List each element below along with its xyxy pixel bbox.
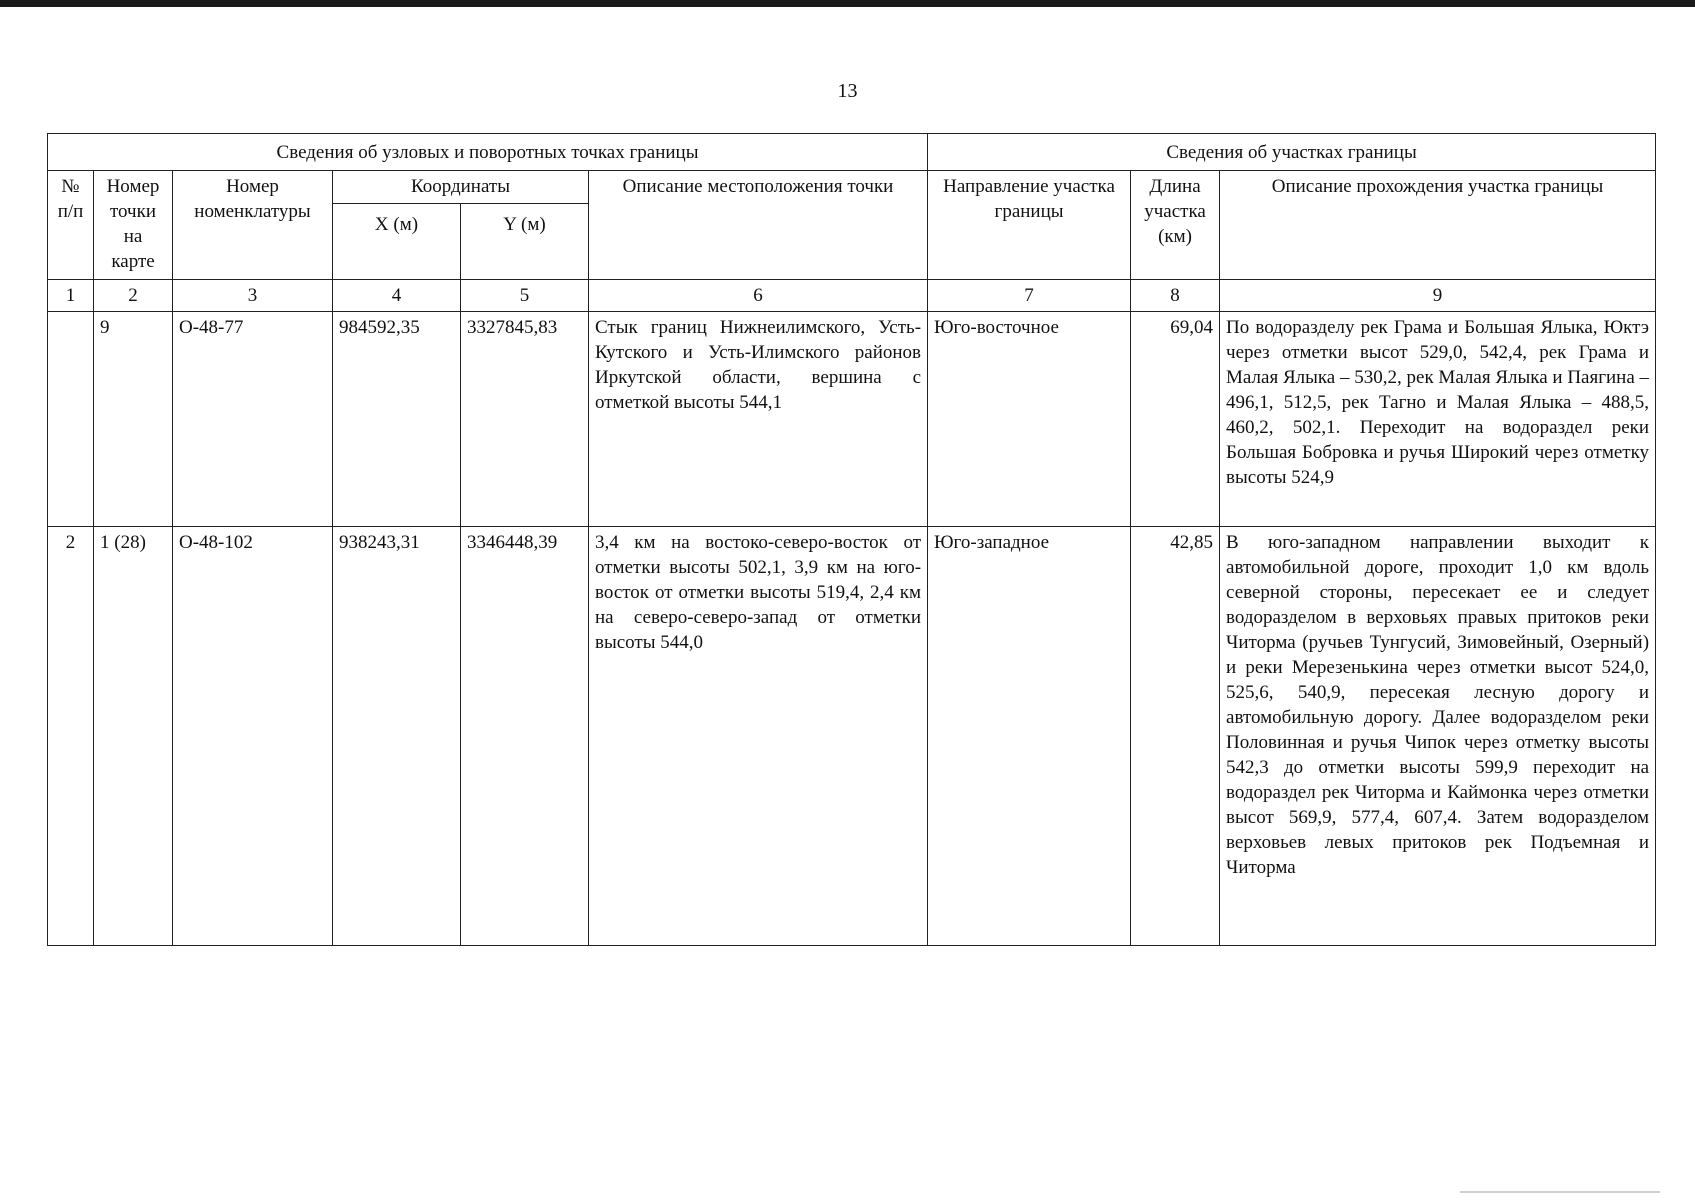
page-number: 13 — [837, 80, 858, 102]
column-number: 7 — [928, 280, 1131, 312]
cell-passage: В юго-западном направлении выходит к автомобильной дороге, проходит 1,0 км вдоль северной стороны, пересекает ее и следует водоразделом в верховьях правых притоков реки Читорма (ручьев Тунгусий, Зимовейный, Озерный) и реки Мерезенькина через отметки высот 524,0, 525,6, 540,9, пересекая лесную дорогу и автомобильную дорогу. Далее водоразделом реки Половинная и ручья Чипок через отметку высоты 542,3 до отметки высоты 599,9 переходит на водораздел рек Читорма и Каймонка через отметки высот 569,9, 577,4, 607,4. Затем водоразделом верховьев левых притоков рек Подъемная и Читорма — [1220, 527, 1656, 946]
column-number: 1 — [48, 280, 94, 312]
column-number: 5 — [461, 280, 589, 312]
column-number: 4 — [333, 280, 461, 312]
cell-length: 69,04 — [1131, 312, 1220, 527]
header-n: № п/п — [48, 171, 94, 280]
cell-x: 984592,35 — [333, 312, 461, 527]
header-direction: Направление участка границы — [928, 171, 1131, 280]
header-passage: Описание прохождения участка границы — [1220, 171, 1656, 280]
cell-y: 3327845,83 — [461, 312, 589, 527]
header-location: Описание местоположения точки — [589, 171, 928, 280]
cell-n — [48, 312, 94, 527]
cell-x: 938243,31 — [333, 527, 461, 946]
cell-nomenclature: О-48-77 — [173, 312, 333, 527]
cell-direction: Юго-восточное — [928, 312, 1131, 527]
header-x: X (м) — [333, 204, 461, 280]
header-point-no: Номер точки на карте — [94, 171, 173, 280]
header-coordinates: Координаты — [333, 171, 589, 204]
cell-nomenclature: О-48-102 — [173, 527, 333, 946]
cell-passage: По водоразделу рек Грама и Большая Ялыка, Юктэ через отметки высот 529,0, 542,4, рек Грама и Малая Ялыка – 530,2, рек Малая Ялыка и Паягина – 496,1, 512,5, рек Тагно и Малая Ялыка – 488,5, 460,2, 502,1. Переходит на водораздел реки Большая Бобровка и ручья Широкий через отметку высоты 524,9 — [1220, 312, 1656, 527]
column-number: 3 — [173, 280, 333, 312]
column-number: 6 — [589, 280, 928, 312]
column-number: 9 — [1220, 280, 1656, 312]
group-header-segments: Сведения об участках границы — [928, 134, 1656, 171]
header-length: Длина участка (км) — [1131, 171, 1220, 280]
header-nomenclature: Номер номенклатуры — [173, 171, 333, 280]
table-row — [48, 312, 1656, 527]
boundary-table — [47, 133, 1656, 946]
cell-point-no: 9 — [94, 312, 173, 527]
header-y: Y (м) — [461, 204, 589, 280]
cell-point-no: 1 (28) — [94, 527, 173, 946]
cell-y: 3346448,39 — [461, 527, 589, 946]
scan-top-border — [0, 0, 1695, 7]
cell-n: 2 — [48, 527, 94, 946]
cell-location: 3,4 км на востоко-северо-восток от отметки высоты 502,1, 3,9 км на юго-восток от отметки высоты 519,4, 2,4 км на северо-северо-запад от отметки высоты 544,0 — [589, 527, 928, 946]
scan-artifact-line — [1460, 1191, 1660, 1193]
cell-location: Стык границ Нижнеилимского, Усть-Кутского и Усть-Илимского районов Иркутской области, вершина с отметкой высоты 544,1 — [589, 312, 928, 527]
group-header-points: Сведения об узловых и поворотных точках границы — [48, 134, 928, 171]
cell-direction: Юго-западное — [928, 527, 1131, 946]
table-row — [48, 527, 1656, 946]
column-number: 2 — [94, 280, 173, 312]
cell-length: 42,85 — [1131, 527, 1220, 946]
column-number: 8 — [1131, 280, 1220, 312]
